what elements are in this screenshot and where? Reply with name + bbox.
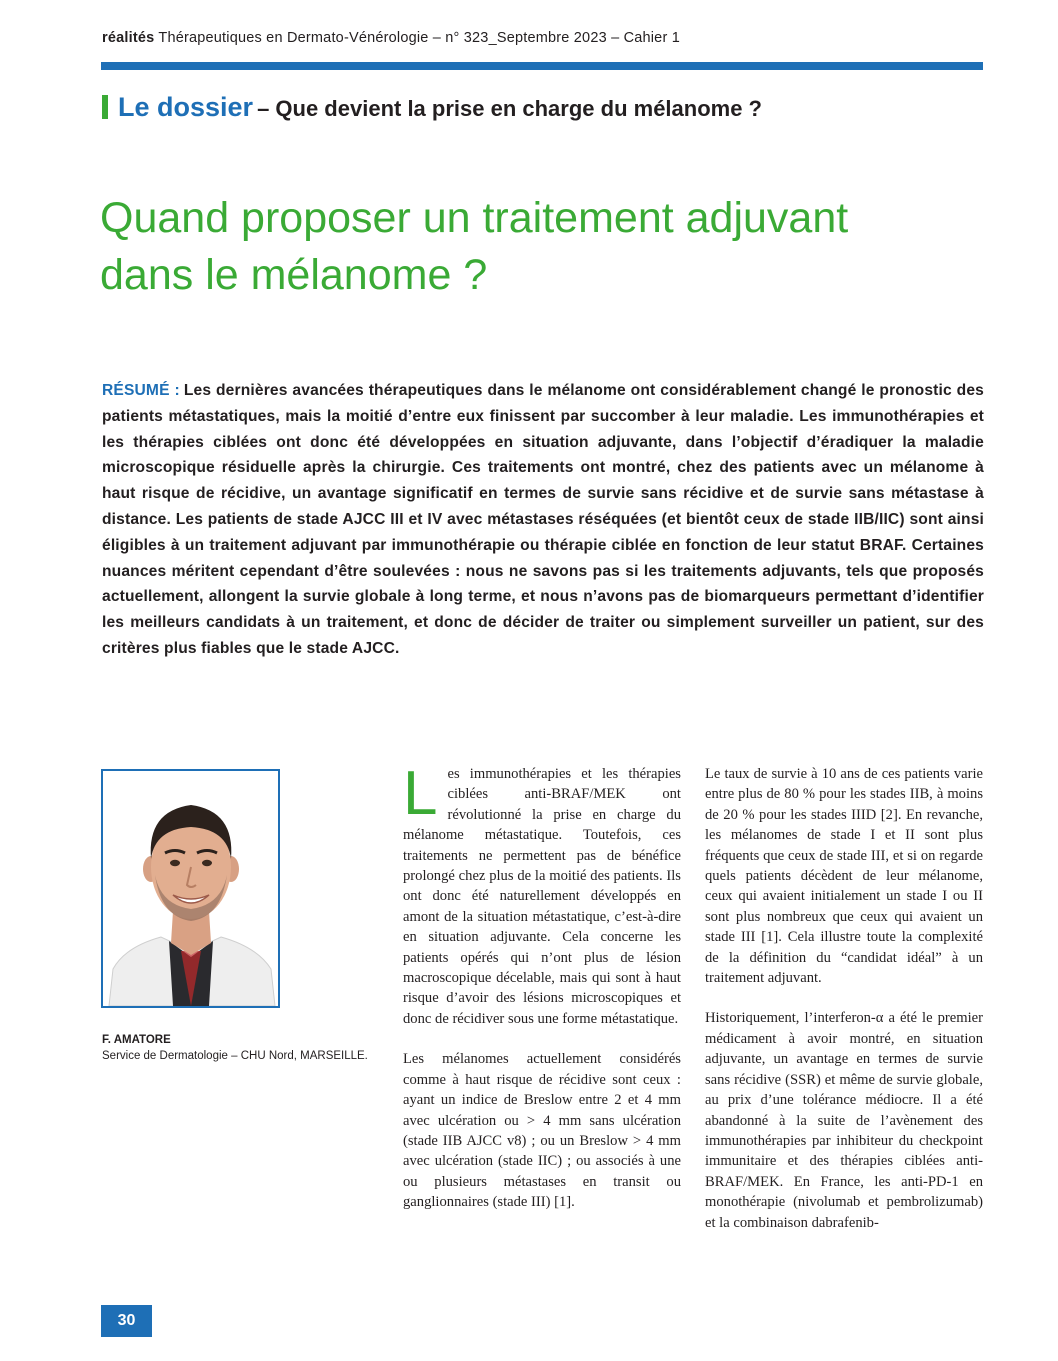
header-rule: [101, 62, 983, 70]
article-title-line-1: Quand proposer un traitement adjuvant: [100, 194, 849, 242]
author-portrait-icon: [103, 771, 278, 1006]
body-paragraph: [403, 759, 681, 1029]
journal-issue: Thérapeutiques en Dermato-Vénérologie – n° 323_Septembre 2023 – Cahier 1: [158, 30, 680, 46]
body-text: es immunothérapies et les thérapies ciblées anti-BRAF/MEK ont révolutionné la prise en charge du mélanome métastatique. Toutefois, ces traitements ne permettent pas de bénéfice prolongé chez plus de la moitié des patients. Ils ont donc été naturellement développés en amont de la situation métastatique, c’est-à-dire en situation adjuvante. Cela concerne les patients opérés qui n’ont plus de lésion macroscopique décelable, mais qui sont à haut risque d’avoir des lésions microscopiques et donc de récidiver sous une forme métastatique.: [403, 766, 681, 1027]
body-paragraph: Le taux de survie à 10 ans de ces patients varie entre plus de 80 % pour les stades IIB, à moins de 20 % pour les stades IIID [2]. En revanche, les mélanomes de stade I et II sont plus fréquents que ceux de stade III, et si on regarde quels patients décèdent de leur mélanome, ceux qui avaient initialement un stade I ou II sont plus nombreux que ceux qui avaient un stade III [1]. Cela illustre toute la complexité de la définition du “candidat idéal” à un traitement adjuvant.: [705, 766, 983, 987]
body-column-2: [705, 764, 983, 1233]
section-marker-bar: [102, 95, 108, 119]
abstract: [102, 378, 984, 662]
section-label: Le dossier: [118, 92, 254, 122]
section-heading: [102, 92, 982, 123]
running-header: [102, 30, 982, 46]
body-paragraph: Historiquement, l’interferon-α a été le premier médicament à avoir montré, en situation adjuvante, un avantage en termes de survie sans récidive (SSR) et même de survie globale, au prix d’une tolérance médiocre. Il a été abandonné à la suite de l’avènement des immunothérapies par inhibiteur du checkpoint immunitaire et des thérapies ciblées anti-BRAF/MEK. En France, les anti-PD-1 en monothérapie (nivolumab et pembrolizumab) et la combinaison dabrafenib-: [705, 1010, 983, 1231]
article-title: [100, 190, 1000, 304]
article-title-line-2: dans le mélanome ?: [100, 251, 488, 299]
section-subtitle: – Que devient la prise en charge du mélanome ?: [257, 96, 762, 121]
author-affiliation: Service de Dermatologie – CHU Nord, MARSEILLE.: [102, 1050, 368, 1062]
journal-brand: réalités: [102, 30, 155, 46]
author-name: F. AMATORE: [102, 1034, 171, 1046]
body-paragraph: Les mélanomes actuellement considérés comme à haut risque de récidive sont ceux : ayant un indice de Breslow entre 2 et 4 mm avec ulcération ou > 4 mm sans ulcération (stade IIB AJCC v8) ; ou un Breslow > 4 mm avec ulcération (stade IIC) ; ou associés à une ou plusieurs métastases en transit ou ganglionnaires (stade III) [1].: [403, 1051, 681, 1211]
abstract-text: Les dernières avancées thérapeutiques dans le mélanome ont considérablement changé le pronostic des patients métastatiques, mais la moitié d’entre eux finissent par succomber à leur maladie. Les immunothérapies et les thérapies ciblées ont donc été développées en situation adjuvante, dans l’objectif d’éradiquer la maladie microscopique résiduelle après la chirurgie. Ces traitements ont montré, chez des patients avec un mélanome à haut risque de récidive, un avantage significatif en termes de survie sans récidive et de survie sans métastase à distance. Les patients de stade AJCC III et IV avec métastases réséquées (et bientôt ceux de stade IIB/IIC) sont ainsi éligibles à un traitement adjuvant par immunothérapie ou thérapie ciblée en fonction de leur statut BRAF. Certaines nuances méritent cependant d’être soulevées : nous ne savons pas si les traitements adjuvants, tels que proposés actuellement, allongent la survie globale à long terme, et nous n’avons pas de biomarqueurs permettant d’identifier les meilleurs candidats à un traitement, et donc de décider de traiter ou simplement surveiller un patient, sur des critères plus fiables que le stade AJCC.: [102, 382, 984, 657]
page-number: 30: [101, 1305, 152, 1337]
abstract-label: RÉSUMÉ :: [102, 382, 180, 399]
author-photo: [101, 769, 280, 1008]
drop-cap: L: [403, 759, 438, 828]
body-column-1: [403, 759, 681, 1213]
